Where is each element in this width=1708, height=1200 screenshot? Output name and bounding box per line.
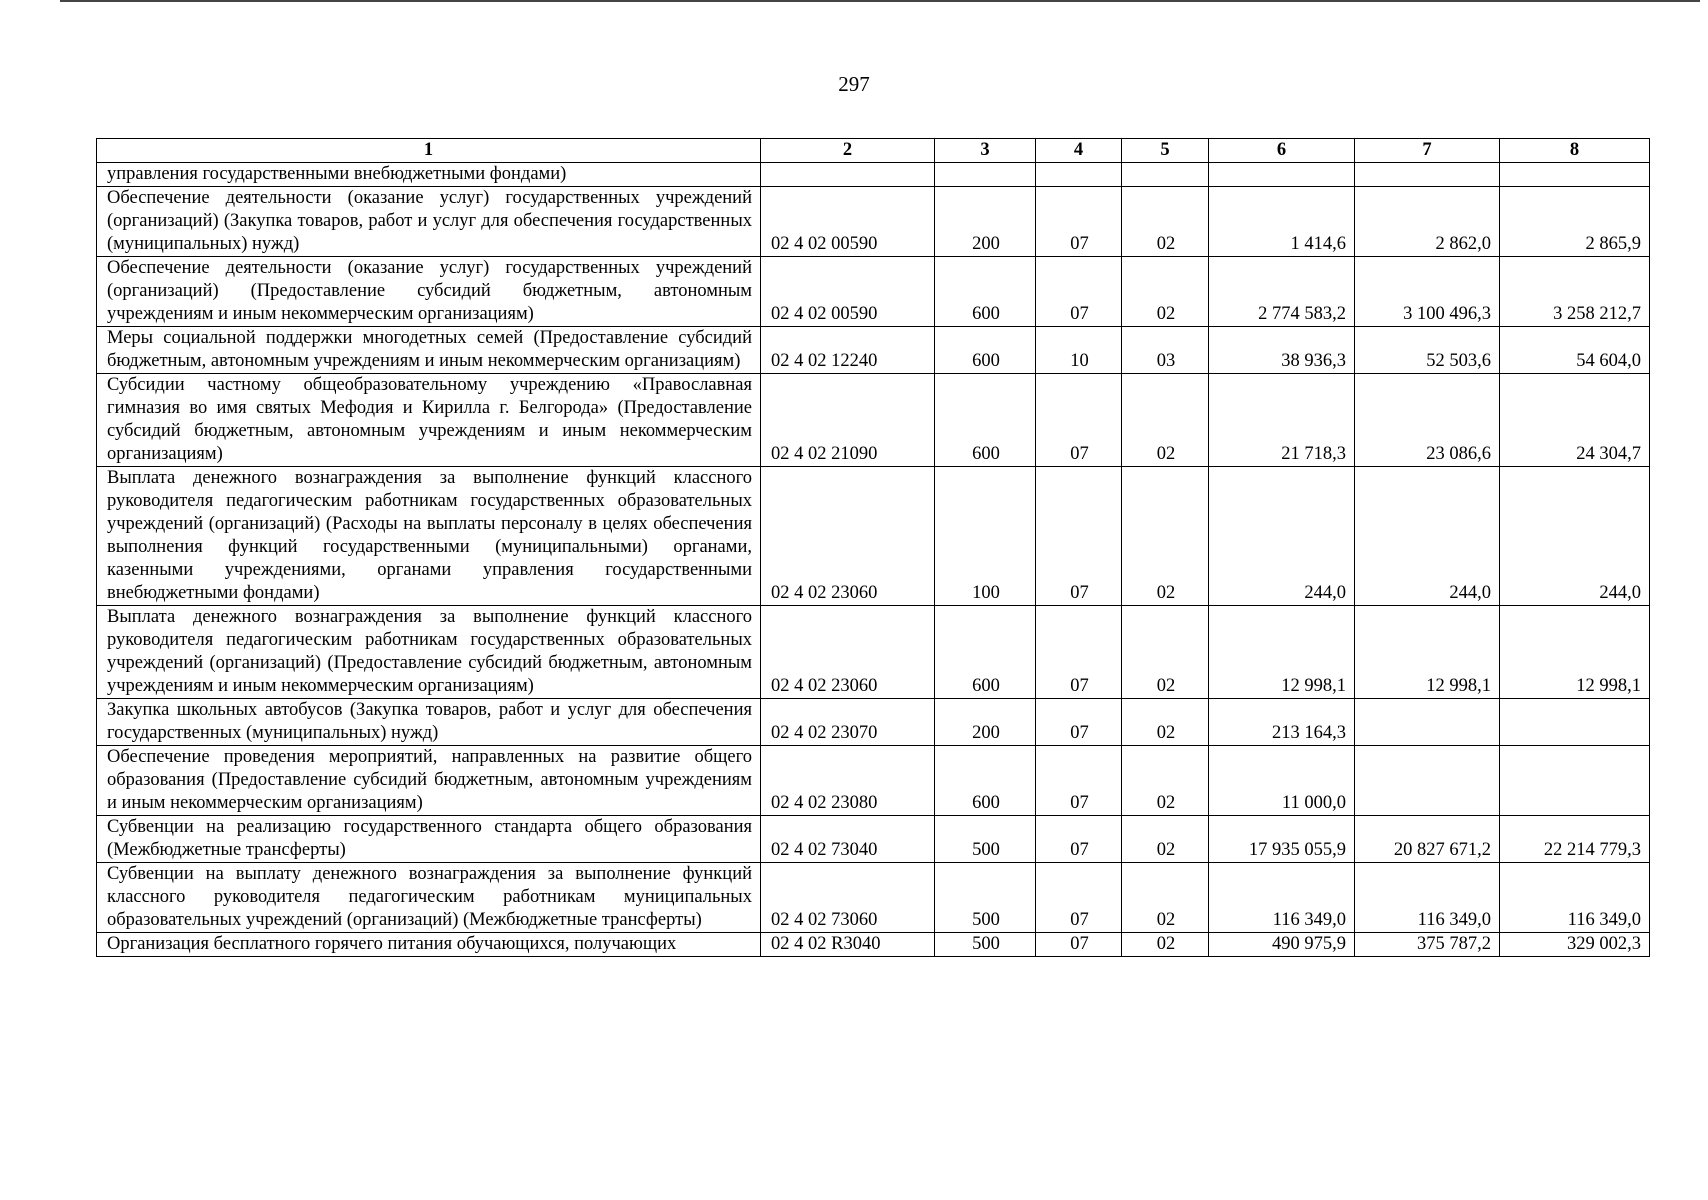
expense-type-code: 600 [935, 606, 1036, 699]
table-row [97, 327, 1650, 374]
amount-year-1: 11 000,0 [1209, 746, 1355, 816]
page-number: 297 [838, 72, 870, 96]
header-cell: 2 [761, 139, 935, 163]
subsection-code: 02 [1122, 699, 1209, 746]
section-code: 07 [1036, 606, 1122, 699]
expense-type-code: 500 [935, 933, 1036, 957]
table-row [97, 699, 1650, 746]
amount-year-2: 3 100 496,3 [1355, 257, 1500, 327]
section-code: 07 [1036, 863, 1122, 933]
table-row [97, 606, 1650, 699]
amount-year-2: 2 862,0 [1355, 187, 1500, 257]
section-code: 07 [1036, 187, 1122, 257]
row-description: Обеспечение деятельности (оказание услуг) государственных учреждений (организаций) (Предоставление субсидий бюджетным, автономным учреждениям и иным некоммерческим организациям) [97, 257, 761, 327]
amount-year-1: 17 935 055,9 [1209, 816, 1355, 863]
subsection-code: 02 [1122, 257, 1209, 327]
row-description: Субсидии частному общеобразовательному учреждению «Православная гимназия во имя святых Мефодия и Кирилла г. Белгорода» (Предоставление субсидий бюджетным, автономным учреждениям и иным некоммерческим организациям) [97, 374, 761, 467]
top-rule [60, 0, 1700, 2]
section-code: 07 [1036, 467, 1122, 606]
section-code: 07 [1036, 374, 1122, 467]
target-article-code: 02 4 02 23060 [761, 467, 935, 606]
amount-year-1: 38 936,3 [1209, 327, 1355, 374]
target-article-code: 02 4 02 23080 [761, 746, 935, 816]
amount-year-2: 375 787,2 [1355, 933, 1500, 957]
amount-year-3: 12 998,1 [1500, 606, 1650, 699]
table-row [97, 933, 1650, 957]
amount-year-3 [1500, 699, 1650, 746]
header-cell: 4 [1036, 139, 1122, 163]
header-cell: 3 [935, 139, 1036, 163]
row-description: Закупка школьных автобусов (Закупка товаров, работ и услуг для обеспечения государственных (муниципальных) нужд) [97, 699, 761, 746]
row-description: Субвенции на реализацию государственного стандарта общего образования (Межбюджетные трансферты) [97, 816, 761, 863]
table-row [97, 187, 1650, 257]
amount-year-3: 24 304,7 [1500, 374, 1650, 467]
target-article-code: 02 4 02 23060 [761, 606, 935, 699]
continuation-row [97, 163, 1650, 187]
row-description: Обеспечение деятельности (оказание услуг) государственных учреждений (организаций) (Закупка товаров, работ и услуг для обеспечения государственных (муниципальных) нужд) [97, 187, 761, 257]
amount-year-3 [1500, 746, 1650, 816]
expense-type-code: 600 [935, 257, 1036, 327]
target-article-code: 02 4 02 12240 [761, 327, 935, 374]
target-article-code: 02 4 02 73040 [761, 816, 935, 863]
amount-year-1: 490 975,9 [1209, 933, 1355, 957]
header-cell: 8 [1500, 139, 1650, 163]
amount-year-1: 116 349,0 [1209, 863, 1355, 933]
subsection-code: 02 [1122, 374, 1209, 467]
expense-type-code: 500 [935, 863, 1036, 933]
amount-year-3: 54 604,0 [1500, 327, 1650, 374]
amount-year-1: 244,0 [1209, 467, 1355, 606]
row-description: Обеспечение проведения мероприятий, направленных на развитие общего образования (Предоставление субсидий бюджетным, автономным учреждениям и иным некоммерческим организациям) [97, 746, 761, 816]
continuation-text: управления государственными внебюджетными фондами) [97, 163, 761, 187]
subsection-code: 02 [1122, 187, 1209, 257]
target-article-code: 02 4 02 73060 [761, 863, 935, 933]
row-description: Организация бесплатного горячего питания обучающихся, получающих [97, 933, 761, 957]
expense-type-code: 100 [935, 467, 1036, 606]
subsection-code: 03 [1122, 327, 1209, 374]
row-description: Субвенции на выплату денежного вознаграждения за выполнение функций классного руководителя педагогическим работникам муниципальных образовательных учреждений (организаций) (Межбюджетные трансферты) [97, 863, 761, 933]
table-row [97, 374, 1650, 467]
amount-year-2: 116 349,0 [1355, 863, 1500, 933]
table-row [97, 467, 1650, 606]
amount-year-3: 116 349,0 [1500, 863, 1650, 933]
table-row [97, 257, 1650, 327]
expense-type-code: 500 [935, 816, 1036, 863]
section-code: 07 [1036, 257, 1122, 327]
target-article-code: 02 4 02 21090 [761, 374, 935, 467]
header-cell: 1 [97, 139, 761, 163]
amount-year-2: 12 998,1 [1355, 606, 1500, 699]
section-code: 07 [1036, 699, 1122, 746]
amount-year-2: 20 827 671,2 [1355, 816, 1500, 863]
amount-year-3: 329 002,3 [1500, 933, 1650, 957]
amount-year-1: 1 414,6 [1209, 187, 1355, 257]
target-article-code: 02 4 02 23070 [761, 699, 935, 746]
subsection-code: 02 [1122, 606, 1209, 699]
header-cell: 5 [1122, 139, 1209, 163]
expense-type-code: 600 [935, 374, 1036, 467]
table-row [97, 816, 1650, 863]
amount-year-3: 244,0 [1500, 467, 1650, 606]
amount-year-1: 12 998,1 [1209, 606, 1355, 699]
section-code: 10 [1036, 327, 1122, 374]
subsection-code: 02 [1122, 467, 1209, 606]
budget-table [96, 138, 1650, 957]
header-row [97, 139, 1650, 163]
section-code: 07 [1036, 816, 1122, 863]
expense-type-code: 200 [935, 699, 1036, 746]
target-article-code: 02 4 02 00590 [761, 257, 935, 327]
subsection-code: 02 [1122, 933, 1209, 957]
amount-year-2 [1355, 746, 1500, 816]
target-article-code: 02 4 02 00590 [761, 187, 935, 257]
amount-year-2: 244,0 [1355, 467, 1500, 606]
header-cell: 6 [1209, 139, 1355, 163]
target-article-code: 02 4 02 R3040 [761, 933, 935, 957]
expense-type-code: 600 [935, 746, 1036, 816]
expense-type-code: 600 [935, 327, 1036, 374]
subsection-code: 02 [1122, 863, 1209, 933]
table-row [97, 746, 1650, 816]
amount-year-3: 3 258 212,7 [1500, 257, 1650, 327]
amount-year-2: 23 086,6 [1355, 374, 1500, 467]
amount-year-3: 2 865,9 [1500, 187, 1650, 257]
amount-year-2: 52 503,6 [1355, 327, 1500, 374]
row-description: Выплата денежного вознаграждения за выполнение функций классного руководителя педагогическим работникам государственных образовательных учреждений (организаций) (Предоставление субсидий бюджетным, автономным учреждениям и иным некоммерческим организациям) [97, 606, 761, 699]
header-cell: 7 [1355, 139, 1500, 163]
subsection-code: 02 [1122, 746, 1209, 816]
section-code: 07 [1036, 746, 1122, 816]
section-code: 07 [1036, 933, 1122, 957]
row-description: Меры социальной поддержки многодетных семей (Предоставление субсидий бюджетным, автономным учреждениям и иным некоммерческим организациям) [97, 327, 761, 374]
expense-type-code: 200 [935, 187, 1036, 257]
amount-year-1: 213 164,3 [1209, 699, 1355, 746]
amount-year-1: 2 774 583,2 [1209, 257, 1355, 327]
amount-year-3: 22 214 779,3 [1500, 816, 1650, 863]
amount-year-1: 21 718,3 [1209, 374, 1355, 467]
row-description: Выплата денежного вознаграждения за выполнение функций классного руководителя педагогическим работникам государственных образовательных учреждений (организаций) (Расходы на выплаты персоналу в целях обеспечения выполнения функций государственными (муниципальными) органами, казенными учреждениями, органами управления государственными внебюджетными фондами) [97, 467, 761, 606]
table-row [97, 863, 1650, 933]
subsection-code: 02 [1122, 816, 1209, 863]
amount-year-2 [1355, 699, 1500, 746]
